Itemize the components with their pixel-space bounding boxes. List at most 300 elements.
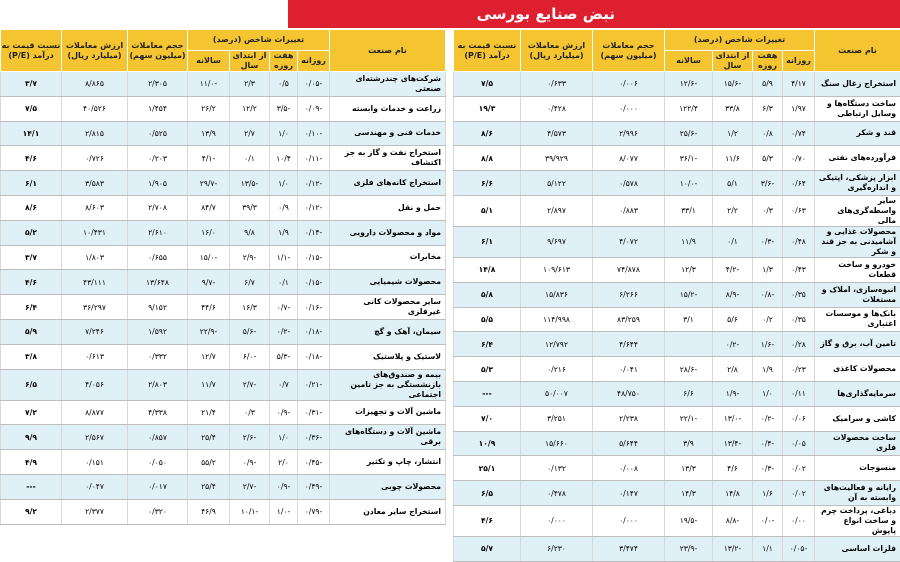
industry-table-left [0,29,446,525]
table-row [1,474,446,499]
trade-volume: ۲/۳۰۵ [128,72,188,97]
daily-change: ۰/۴۳ [783,257,815,282]
industry-name: استخراج زغال سنگ [815,72,900,97]
page-title: نبض صنایع بورسی [288,0,900,28]
ytd-change: -۲/۹ [230,245,270,270]
table-row [1,295,446,320]
weekly-change: -۰/۴ [753,431,783,456]
pe-ratio: ۵/۲ [1,220,62,245]
annual-change: ۳۳/۱ [665,195,713,226]
ytd-change: -۰/۲ [713,332,753,357]
industry-name: فرآورده‌های نفتی [815,146,900,171]
table-row [454,282,900,307]
table-row [454,456,900,481]
weekly-change: -۰/۸ [753,282,783,307]
table-row [454,357,900,382]
daily-change: ۰/۰۶ [783,406,815,431]
annual-change: ۱۴/۳ [665,481,713,506]
annual-change: -۱۵/۲ [665,282,713,307]
industry-name: منسوجات [815,456,900,481]
weekly-change: ۰/۳ [753,195,783,226]
pe-ratio: ۴/۶ [454,505,521,536]
daily-change: ۰/۷۰ [783,146,815,171]
header-annual: سالانه [188,51,230,72]
table-row [1,195,446,220]
annual-change: ۱۱/۷ [188,369,230,400]
ytd-change: -۱۵/۶ [713,72,753,97]
trade-volume: ۰/۰۰۰ [593,505,665,536]
trade-volume: ۲/۲۳۸ [593,406,665,431]
ytd-change: -۲/۷ [230,474,270,499]
pe-ratio: ۹/۹ [1,425,62,450]
table-row [1,270,446,295]
trade-volume: ۰/۱۴۷ [593,481,665,506]
industry-name: حمل و نقل [330,195,446,220]
trade-volume: ۹/۱۵۲ [128,295,188,320]
trade-value: ۲/۸۱۵ [62,121,128,146]
weekly-change: -۳/۵ [270,96,298,121]
trade-volume: ۰/۰۰۰ [593,96,665,121]
ytd-change: -۲/۶ [230,425,270,450]
daily-change: -۰/۱۲ [298,171,330,196]
pe-ratio: ۶/۴ [1,295,62,320]
trade-value: ۴/۰۵۶ [62,369,128,400]
trade-volume: ۰/۵۲۵ [128,121,188,146]
annual-change: ۳/۹ [665,431,713,456]
trade-volume: ۵/۶۴۴ [593,431,665,456]
ytd-change: ۱۲/۲ [230,96,270,121]
annual-change: ۲۵/۴ [188,425,230,450]
daily-change: -۰/۱۴ [298,220,330,245]
trade-value: ۱/۸۰۳ [62,245,128,270]
annual-change: ۲۵/۴ [188,474,230,499]
ytd-change: -۵/۶ [230,319,270,344]
annual-change: ۱۲/۳ [665,257,713,282]
header-volume: حجم معاملات (میلیون سهم) [593,30,665,72]
annual-change: -۲۸/۶ [665,357,713,382]
trade-value: ۰/۱۵۱ [62,450,128,475]
annual-change: -۱۲/۶ [665,72,713,97]
daily-change: ۰/۳۵ [783,307,815,332]
daily-change: ۰/۱۱ [783,381,815,406]
pe-ratio: ۷/۵ [1,96,62,121]
table-row [454,257,900,282]
annual-change: -۳۶/۱ [665,146,713,171]
ytd-change: ۲/۲ [713,195,753,226]
annual-change: ۱۲/۷ [188,344,230,369]
pe-ratio: ۵/۵ [454,307,521,332]
ytd-change: ۰/۱ [713,226,753,257]
trade-value: ۰/۲۱۶ [521,357,593,382]
daily-change: -۰/۱۶ [298,295,330,320]
table-row [1,96,446,121]
ytd-change: ۳۹/۳ [230,195,270,220]
weekly-change: ۱/۰ [753,381,783,406]
trade-volume: ۰/۰۰۸ [593,456,665,481]
header-value: ارزش معاملات (میلیارد ریال) [521,30,593,72]
table-row [1,245,446,270]
industry-name: کاشی و سرامیک [815,406,900,431]
weekly-change: ۱/۰ [270,171,298,196]
ytd-change: ۴/۶ [713,456,753,481]
ytd-change: ۳۳/۸ [713,96,753,121]
table-row [1,121,446,146]
industry-name: محصولات کاغذی [815,357,900,382]
industry-name: استخراج کانه‌های فلزی [330,171,446,196]
header-pe: نسبت قیمت به درآمد (P/E) [1,30,62,72]
daily-change: ۰/۶۳ [783,195,815,226]
industry-name: تامین آب، برق و گاز [815,332,900,357]
header-name: نام صنعت [815,30,900,72]
table-row [454,505,900,536]
trade-volume: ۰/۳۲۰ [128,499,188,524]
industry-name: ابزار پزشکی، اپتیکی و اندازه‌گیری [815,171,900,196]
ytd-change: -۱۳/۴ [713,431,753,456]
annual-change: -۲۹/۷ [188,171,230,196]
daily-change: ۰/۲۳ [783,357,815,382]
ytd-change: ۰/۳ [230,400,270,425]
pe-ratio: ۷/۲ [1,400,62,425]
pe-ratio: ۲۵/۱ [454,456,521,481]
annual-change [665,332,713,357]
table-row [1,369,446,400]
table-row [454,431,900,456]
daily-change: -۰/۴۵ [298,450,330,475]
pe-ratio: ۵/۳ [454,357,521,382]
trade-value: ۰/۷۲۶ [62,146,128,171]
table-row [1,319,446,344]
trade-volume: ۲/۹۹۶ [593,121,665,146]
industry-name: قند و شکر [815,121,900,146]
table-row [1,146,446,171]
weekly-change: -۰/۹ [270,400,298,425]
header-daily: روزانه [298,51,330,72]
ytd-change: -۱۳/۲ [713,536,753,561]
weekly-change: ۱/۰ [270,121,298,146]
industry-name: مخابرات [330,245,446,270]
weekly-change: -۰/۲ [753,406,783,431]
pe-ratio: ۹/۲ [1,499,62,524]
trade-volume: ۴۸/۷۵۰ [593,381,665,406]
trade-volume: ۲/۶۱۰ [128,220,188,245]
trade-value: ۹/۶۹۷ [521,226,593,257]
daily-change: ۴/۱۷ [783,72,815,97]
trade-value: ۱۰۹/۶۱۳ [521,257,593,282]
annual-change: ۸۴/۷ [188,195,230,220]
header-value: ارزش معاملات (میلیارد ریال) [62,30,128,72]
annual-change: ۲۱/۴ [188,400,230,425]
ytd-change: -۱۳/۵ [230,171,270,196]
pe-ratio: ۳/۷ [1,72,62,97]
weekly-change: ۱۰/۴ [270,146,298,171]
daily-change: -۰/۱۵ [298,245,330,270]
trade-volume: ۲/۷۰۸ [128,195,188,220]
daily-change: -۰/۰۵ [783,536,815,561]
trade-volume: ۱/۴۵۴ [128,96,188,121]
industry-name: رایانه و فعالیت‌های وابسته به آن [815,481,900,506]
ytd-change: ۲/۳ [230,72,270,97]
trade-value: ۲/۳۷۷ [62,499,128,524]
pe-ratio: ۴/۹ [1,450,62,475]
ytd-change: ۹/۸ [230,220,270,245]
annual-change: -۱۱/۰ [188,72,230,97]
trade-volume: ۴/۰۷۲ [593,226,665,257]
daily-change: ۰/۰۲ [783,481,815,506]
trade-value: ۰/۴۲۸ [521,96,593,121]
industry-name: محصولات غذایی و آشامیدنی به جز قند و شکر [815,226,900,257]
weekly-change: ۱/۶ [753,481,783,506]
ytd-change: ۵/۶ [713,307,753,332]
industry-name: انبوه‌سازی، املاک و مستغلات [815,282,900,307]
daily-change: ۰/۰۲ [783,456,815,481]
table-row [1,450,446,475]
daily-change: ۰/۳۵ [783,282,815,307]
daily-change: -۰/۱۸ [298,344,330,369]
trade-volume: ۰/۵۷۸ [593,171,665,196]
pe-ratio: ۶/۶ [454,171,521,196]
daily-change: -۰/۴۹ [298,474,330,499]
trade-value: ۸/۸۷۷ [62,400,128,425]
table-row [454,536,900,561]
weekly-change: -۵/۳ [270,344,298,369]
table-row [454,121,900,146]
industry-name: استخراج نفت و گاز به جز اکتشاف [330,146,446,171]
table-row [454,332,900,357]
trade-volume: ۰/۳۳۲ [128,344,188,369]
trade-value: ۱۵/۸۳۶ [521,282,593,307]
trade-volume: ۰/۲۰۳ [128,146,188,171]
table-row [454,146,900,171]
industry-name: انتشار، چاپ و تکثیر [330,450,446,475]
trade-value: ۴۳/۱۱۱ [62,270,128,295]
daily-change: ۰/۰۵ [783,431,815,456]
header-volume: حجم معاملات (میلیون سهم) [128,30,188,72]
weekly-change: ۱/۳ [753,257,783,282]
annual-change: -۴/۱ [188,146,230,171]
weekly-change: -۰/۳ [753,456,783,481]
header-index-group: تغییرات شاخص (درصد) [665,30,815,51]
trade-value: ۳۹/۹۲۹ [521,146,593,171]
ytd-change: -۸/۹ [713,282,753,307]
trade-value: ۱۱۴/۹۹۸ [521,307,593,332]
industry-name: ماشین آلات و دستگاه‌های برقی [330,425,446,450]
annual-change: ۴۶/۹ [188,499,230,524]
trade-value: ۸/۸۶۵ [62,72,128,97]
trade-value: ۸/۶۰۳ [62,195,128,220]
pe-ratio: ۶/۵ [454,481,521,506]
trade-volume: ۰/۰۴۱ [593,357,665,382]
pe-ratio: ۱۴/۱ [1,121,62,146]
weekly-change: ۰/۵ [270,72,298,97]
trade-value: ۴۰/۵۲۶ [62,96,128,121]
industry-name: خودرو و ساخت قطعات [815,257,900,282]
industry-name: مواد و محصولات دارویی [330,220,446,245]
trade-value: ۱۲/۷۹۲ [521,332,593,357]
ytd-change: -۴/۲ [713,257,753,282]
weekly-change: -۰/۰ [753,505,783,536]
table-row [454,72,900,97]
annual-change: ۴۴/۶ [188,295,230,320]
daily-change: -۰/۷۹ [298,499,330,524]
weekly-change: -۳/۶ [753,171,783,196]
annual-change: ۶/۶ [665,381,713,406]
table-row [454,226,900,257]
trade-value: ۰/۴۷۸ [521,481,593,506]
ytd-change: ۱۱/۶ [713,146,753,171]
trade-volume: ۱/۹۰۵ [128,171,188,196]
weekly-change: -۰/۳ [753,226,783,257]
industry-name: بیمه و صندوق‌های بازنشستگی به جز تامین اجتماعی [330,369,446,400]
trade-value: ۴/۵۷۳ [521,121,593,146]
ytd-change: -۶/۰ [230,344,270,369]
annual-change: ۱۱/۹ [665,226,713,257]
industry-name: سایر واسطه‌گری‌های مالی [815,195,900,226]
trade-value: ۳/۵۸۳ [62,171,128,196]
table-row [454,96,900,121]
trade-volume: ۸۳/۲۵۹ [593,307,665,332]
trade-value: ۶/۲۳۰ [521,536,593,561]
annual-change: -۱۰/۰ [665,171,713,196]
weekly-change: -۱/۱ [270,245,298,270]
table-row [454,307,900,332]
title-bar [0,0,900,29]
table-row [1,499,446,524]
table-row [454,195,900,226]
ytd-change: -۲/۷ [230,369,270,400]
weekly-change: ۱/۰ [270,425,298,450]
trade-volume: ۰/۰۱۷ [128,474,188,499]
annual-change: -۲۲/۱ [665,406,713,431]
industry-name: ساخت دستگاه‌ها و وسایل ارتباطی [815,96,900,121]
trade-volume: ۳/۴۷۴ [593,536,665,561]
weekly-change: ۰/۸ [753,121,783,146]
weekly-change: -۰/۲ [270,319,298,344]
annual-change: ۲۶/۲ [188,96,230,121]
daily-change: ۱/۹۷ [783,96,815,121]
trade-value: ۰/۱۳۲ [521,456,593,481]
header-pe: نسبت قیمت به درآمد (P/E) [454,30,521,72]
weekly-change: ۱/۱ [753,536,783,561]
daily-change: -۰/۱۵ [298,270,330,295]
trade-volume: ۷۴/۸۷۸ [593,257,665,282]
table-row [1,171,446,196]
trade-value: ۰/۰۴۷ [62,474,128,499]
pe-ratio: ۶/۵ [1,369,62,400]
trade-volume: ۱۳/۶۴۸ [128,270,188,295]
weekly-change: ۰/۹ [270,195,298,220]
ytd-change: ۵/۱ [713,171,753,196]
trade-volume: ۰/۶۵۵ [128,245,188,270]
table-row [1,425,446,450]
weekly-change: ۶/۳ [753,96,783,121]
trade-value: ۰/۰۰۰ [521,505,593,536]
pe-ratio: ۸/۶ [1,195,62,220]
daily-change: -۰/۳۶ [298,425,330,450]
table-row [1,344,446,369]
industry-name: فلزات اساسی [815,536,900,561]
ytd-change: -۰/۹ [230,450,270,475]
trade-volume: ۰/۸۵۷ [128,425,188,450]
annual-change: -۲۵/۶ [665,121,713,146]
trade-value: ۱۵/۶۶۰ [521,431,593,456]
ytd-change: ۶/۷ [230,270,270,295]
ytd-change: -۱/۹ [713,381,753,406]
header-index-group: تغییرات شاخص (درصد) [188,30,330,51]
industry-name: شرکت‌های چندرشته‌ای صنعتی [330,72,446,97]
trade-value: ۵۰/۰۰۷ [521,381,593,406]
weekly-change: -۰/۹ [270,474,298,499]
pe-ratio: ۸/۶ [454,121,521,146]
industry-table-right [453,29,900,562]
daily-change: -۰/۱۰ [298,121,330,146]
pe-ratio: ۳/۸ [1,344,62,369]
weekly-change: -۰/۷ [270,295,298,320]
pe-ratio: ۱۰/۹ [454,431,521,456]
trade-volume: ۸/۰۷۷ [593,146,665,171]
industry-name: بانک‌ها و موسسات اعتباری [815,307,900,332]
header-weekly: هفت روزه [270,51,298,72]
trade-value: ۳۶/۲۹۷ [62,295,128,320]
weekly-change: ۱/۹ [753,357,783,382]
pe-ratio: ۷/۰ [454,406,521,431]
trade-value: ۰/۶۱۳ [62,344,128,369]
ytd-change: -۱۳/۰ [713,406,753,431]
pe-ratio: ۳/۷ [1,245,62,270]
pe-ratio: ۵/۸ [454,282,521,307]
daily-change: ۰/۰۰ [783,505,815,536]
trade-volume: ۱/۵۹۲ [128,319,188,344]
trade-volume: ۲/۸۰۳ [128,369,188,400]
pe-ratio: ۶/۱ [1,171,62,196]
pe-ratio: --- [1,474,62,499]
weekly-change: ۱/۹ [270,220,298,245]
table-row [454,171,900,196]
daily-change: ۰/۶۴ [783,171,815,196]
pe-ratio: ۵/۹ [1,319,62,344]
trade-volume: ۰/۰۰۶ [593,72,665,97]
trade-value: ۵/۱۲۲ [521,171,593,196]
weekly-change: ۲/۰ [270,450,298,475]
trade-value: ۷/۲۴۶ [62,319,128,344]
tables-area [0,29,900,502]
ytd-change: ۰/۱ [230,146,270,171]
annual-change: -۲۳/۹ [665,536,713,561]
daily-change: -۰/۱۲ [298,195,330,220]
weekly-change: ۰/۷ [270,369,298,400]
annual-change: ۳/۱ [665,307,713,332]
pe-ratio: ۷/۵ [454,72,521,97]
annual-change: -۹/۷ [188,270,230,295]
trade-volume: ۴/۳۳۸ [128,400,188,425]
weekly-change: ۰/۱ [270,270,298,295]
pe-ratio: ۸/۸ [454,146,521,171]
industry-name: ساخت محصولات فلزی [815,431,900,456]
trade-volume: ۰/۸۸۳ [593,195,665,226]
trade-value: ۲/۸۹۷ [521,195,593,226]
table-row [454,406,900,431]
daily-change: -۰/۲۱ [298,369,330,400]
ytd-change: -۱۰/۱ [230,499,270,524]
annual-change: ۱۳/۹ [188,121,230,146]
daily-change: -۰/۳۱ [298,400,330,425]
daily-change: ۰/۲۸ [783,332,815,357]
annual-change: ۱۲۲/۴ [665,96,713,121]
table-row [454,381,900,406]
annual-change: -۲۲/۹ [188,319,230,344]
header-ytd: از ابتدای سال [230,51,270,72]
pe-ratio: ۵/۷ [454,536,521,561]
ytd-change: ۱۴/۸ [713,481,753,506]
